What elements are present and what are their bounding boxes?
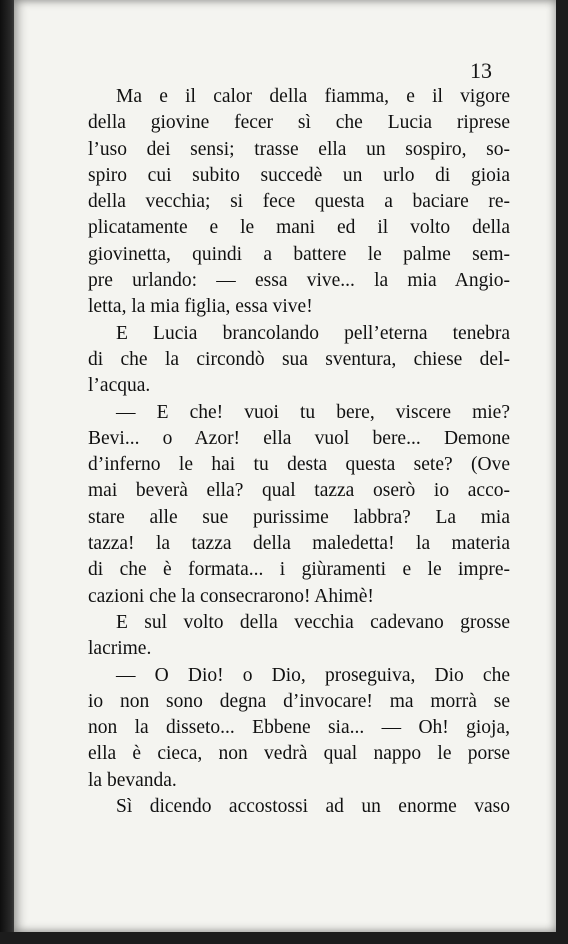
text-line: l’acqua.	[88, 375, 151, 397]
text-line: pre urlando: — essa vive... la mia Angio-	[88, 270, 510, 292]
text-line: d’inferno le hai tu desta questa sete? (Ove	[88, 454, 510, 476]
text-line: — E che! vuoi tu bere, viscere mie?	[116, 401, 510, 423]
page-bottom-edge	[0, 932, 568, 944]
text-line: giovinetta, quindi a battere le palme sem-	[88, 243, 510, 265]
text-line: della giovine fecer sì che Lucia riprese	[88, 112, 510, 134]
text-line: di che la circondò sua sventura, chiese del-	[88, 348, 510, 370]
text-line: E sul volto della vecchia cadevano grosse	[116, 611, 510, 633]
text-line: di che è formata... i giùramenti e le impre-	[88, 559, 510, 581]
text-line: Bevi... o Azor! ella vuol bere... Demone	[88, 427, 510, 449]
text-line: lacrime.	[88, 638, 152, 660]
text-line: mai beverà ella? qual tazza oserò io acco-	[88, 480, 510, 502]
text-line: Ma e il calor della fiamma, e il vigore	[116, 86, 510, 107]
text-line: io non sono degna d’invocare! ma morrà se	[88, 690, 510, 712]
text-line: non la disseto... Ebbene sia... — Oh! gioja,	[88, 717, 510, 739]
text-line: spiro cui subito succedè un urlo di gioia	[88, 164, 510, 186]
text-line: la bevanda.	[88, 769, 177, 791]
text-line: Sì dicendo accostossi ad un enorme vaso	[116, 796, 510, 818]
text-line: della vecchia; si fece questa a baciare re-	[88, 191, 510, 213]
text-line: l’uso dei sensi; trasse ella un sospiro, so-	[88, 138, 510, 160]
text-line: cazioni che la consecrarono! Ahimè!	[88, 585, 374, 607]
text-line: tazza! la tazza della maledetta! la materia	[88, 533, 510, 555]
text-line: — O Dio! o Dio, proseguiva, Dio che	[116, 664, 510, 686]
text-line: stare alle sue purissime labbra? La mia	[88, 506, 510, 528]
text-line: ella è cieca, non vedrà qual nappo le porse	[88, 743, 510, 765]
text-line: plicatamente e le mani ed il volto della	[88, 217, 510, 239]
text-line: E Lucia brancolando pell’eterna tenebra	[116, 322, 510, 344]
text-line: letta, la mia figlia, essa vive!	[88, 296, 313, 318]
book-page	[14, 0, 556, 932]
page-text	[88, 84, 510, 820]
page-number: 13	[470, 58, 492, 83]
